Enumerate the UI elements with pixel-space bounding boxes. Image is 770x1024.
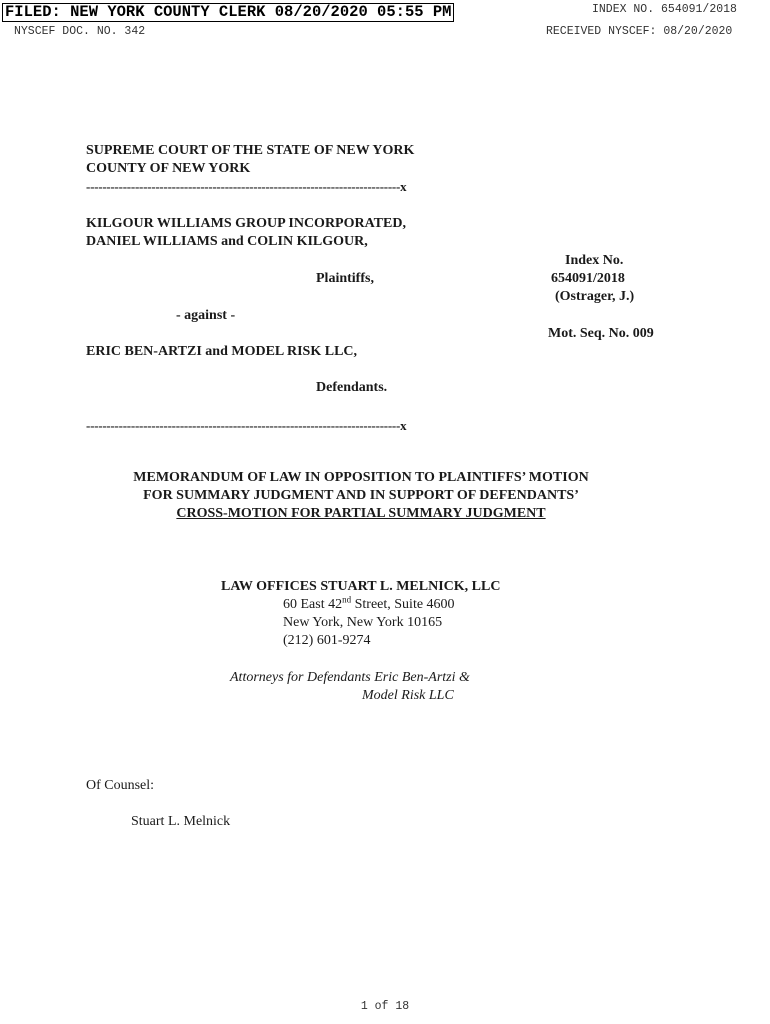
plaintiff-line-1: KILGOUR WILLIAMS GROUP INCORPORATED, [86, 216, 406, 231]
attorneys-for-line-1: Attorneys for Defendants Eric Ben-Artzi & [230, 670, 470, 685]
filed-banner: FILED: NEW YORK COUNTY CLERK 08/20/2020 05:55 PM [2, 3, 454, 22]
against-label: - against - [176, 308, 236, 323]
index-number: 654091/2018 [551, 271, 625, 286]
document-title-line-1: MEMORANDUM OF LAW IN OPPOSITION TO PLAINTIFFS’ MOTION [133, 470, 589, 485]
plaintiff-line-2: DANIEL WILLIAMS and COLIN KILGOUR, [86, 234, 368, 249]
firm-phone: (212) 601-9274 [283, 633, 371, 648]
firm-address-street-number: 60 East 42 [283, 597, 343, 612]
defendant-line: ERIC BEN-ARTZI and MODEL RISK LLC, [86, 344, 358, 359]
attorneys-for-line-2: Model Risk LLC [362, 688, 454, 703]
of-counsel-label: Of Counsel: [86, 778, 155, 793]
caption-separator-top: -----------------------------------------------------------------------------x [86, 179, 407, 194]
court-county: COUNTY OF NEW YORK [86, 161, 251, 176]
index-number-stamp: INDEX NO. 654091/2018 [592, 3, 737, 16]
firm-address-ordinal: nd [342, 594, 352, 605]
caption-separator-bottom: -----------------------------------------------------------------------------x [86, 418, 407, 433]
judge-name: (Ostrager, J.) [555, 289, 635, 304]
document-title-line-2: FOR SUMMARY JUDGMENT AND IN SUPPORT OF DEFENDANTS’ [143, 488, 579, 503]
court-name: SUPREME COURT OF THE STATE OF NEW YORK [86, 143, 415, 158]
index-label: Index No. [565, 253, 624, 268]
firm-name: LAW OFFICES STUART L. MELNICK, LLC [221, 579, 501, 594]
firm-address-line-2: New York, New York 10165 [283, 615, 443, 630]
counsel-name: Stuart L. Melnick [131, 814, 231, 829]
page-number: 1 of 18 [360, 1000, 410, 1013]
document-title-line-3 [0, 506, 722, 522]
firm-address-line-1 [283, 594, 455, 613]
nyscef-doc-number: NYSCEF DOC. NO. 342 [14, 25, 146, 38]
received-date: RECEIVED NYSCEF: 08/20/2020 [546, 25, 733, 38]
firm-address-suite: Street, Suite 4600 [351, 597, 455, 612]
document-title-line-3-text: CROSS-MOTION FOR PARTIAL SUMMARY JUDGMENT [176, 506, 546, 521]
defendants-label: Defendants. [316, 380, 388, 395]
motion-sequence: Mot. Seq. No. 009 [548, 326, 654, 341]
plaintiffs-label: Plaintiffs, [316, 271, 374, 286]
